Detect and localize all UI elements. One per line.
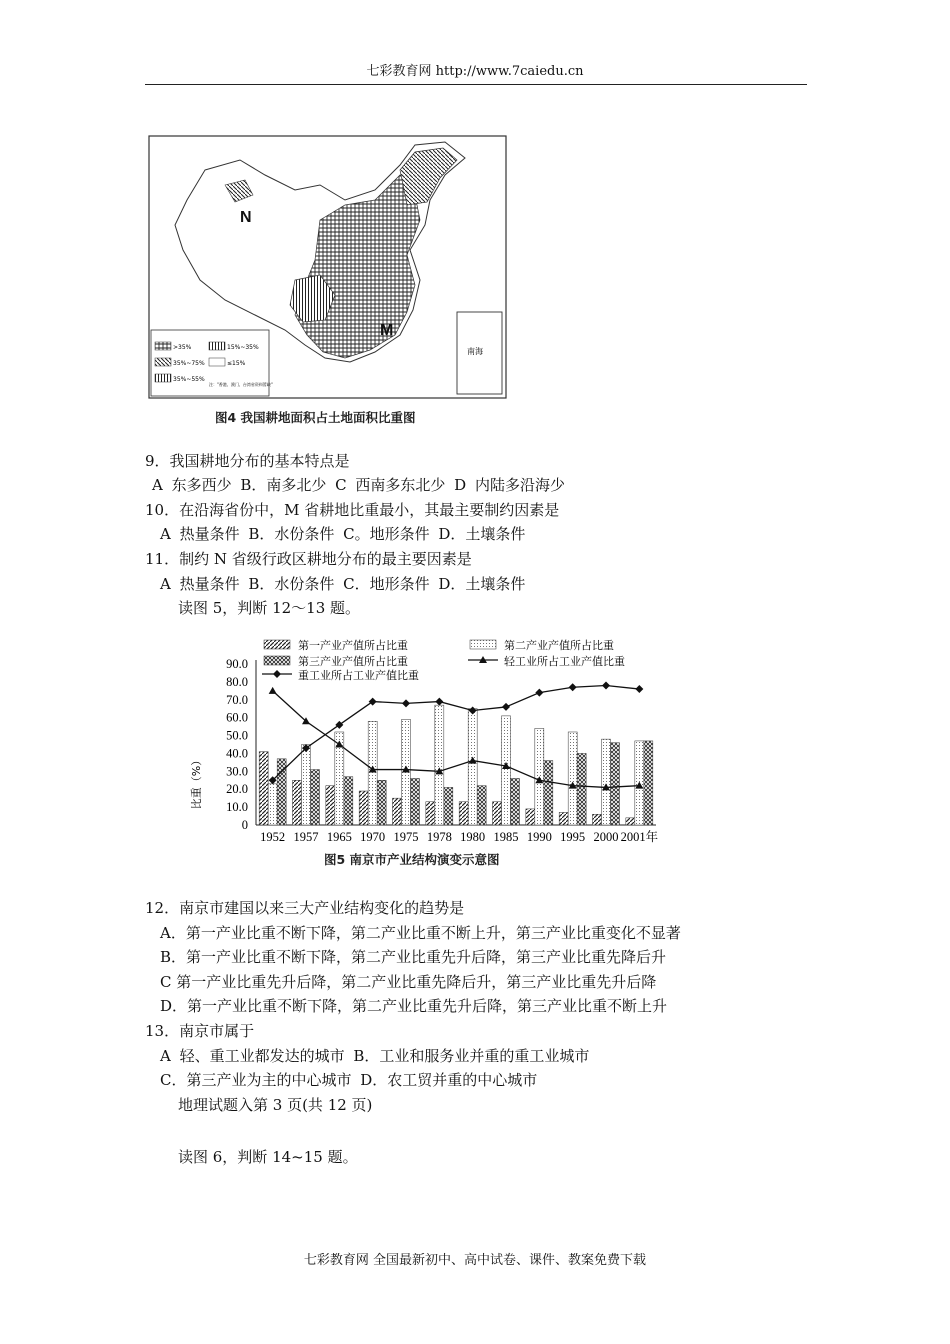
line-point-diamond: [635, 685, 643, 693]
q11-stem: 11．制约 N 省级行政区耕地分布的最主要因素是: [145, 550, 472, 568]
q11-options: A 热量条件 B．水份条件 C．地形条件 D．土壤条件: [160, 575, 526, 593]
legend-swatch: [264, 640, 290, 649]
line-point-diamond: [435, 698, 443, 706]
bar-3: [311, 770, 320, 825]
legend-15-35: 15%~35%: [227, 344, 259, 351]
legend-swatch: [264, 656, 290, 665]
figure5-caption: 图5 南京市产业结构演变示意图: [324, 852, 500, 867]
legend-35-75: 35%~75%: [173, 360, 205, 367]
bar-3: [477, 786, 486, 825]
legend-gt35: >35%: [173, 344, 192, 351]
bar-2: [502, 716, 511, 825]
read-fig5-instruction: 读图 5，判断 12～13 题。: [178, 599, 361, 617]
x-tick-label: 1985: [493, 830, 519, 844]
line-point-diamond: [402, 699, 410, 707]
map-label-N: N: [240, 209, 252, 226]
q12-option-a: A．第一产业比重不断下降，第二产业比重不断上升，第三产业比重变化不显著: [160, 924, 681, 942]
x-tick-label: 2000: [593, 830, 619, 844]
bar-2: [568, 732, 577, 825]
bar-3: [444, 787, 453, 825]
line-point-diamond: [569, 683, 577, 691]
bar-3: [377, 780, 386, 825]
q13-options-ab: A 轻、重工业都发达的城市 B．工业和服务业并重的重工业城市: [160, 1047, 590, 1065]
line-point-diamond: [602, 681, 610, 689]
y-axis-label: 比重（%）: [190, 754, 203, 810]
legend-label: 第二产业产值所占比重: [504, 639, 614, 652]
legend-le15: ≤15%: [227, 360, 246, 367]
bars: [259, 705, 653, 825]
x-tick-label: 1970: [360, 830, 386, 844]
read-fig6-instruction: 读图 6，判断 14~15 题。: [178, 1148, 358, 1166]
x-tick-label: 1978: [426, 830, 452, 844]
x-axis: [260, 829, 658, 844]
bar-3: [411, 778, 420, 825]
x-tick-label: 2001年: [620, 830, 659, 844]
y-tick-label: 90.0: [226, 657, 248, 671]
page-note: 地理试题入第 3 页(共 12 页): [178, 1096, 373, 1114]
q13-stem: 13．南京市属于: [145, 1022, 255, 1040]
line-point-diamond: [502, 703, 510, 711]
figure4-map: [145, 130, 510, 435]
figure4-caption: 图4 我国耕地面积占土地面积比重图: [215, 410, 416, 425]
map-label-M: M: [380, 322, 394, 339]
y-tick-label: 40.0: [226, 746, 248, 761]
x-tick-label: 1952: [260, 830, 286, 844]
y-tick-label: 10.0: [226, 800, 248, 815]
q9-stem: 9．我国耕地分布的基本特点是: [145, 452, 350, 470]
legend-label: 第三产业产值所占比重: [298, 655, 408, 668]
q12-option-b: B．第一产业比重不断下降，第二产业比重先升后降，第三产业比重先降后升: [160, 948, 667, 966]
bar-2: [268, 784, 277, 825]
page-header: 七彩教育网 http://www.7caiedu.cn: [366, 64, 584, 79]
q9-options: A 东多西少 B．南多北少 C 西南多东北少 D 内陆多沿海少: [152, 476, 565, 494]
inset-label: 南海: [467, 347, 483, 356]
figure5-chart: [182, 630, 667, 880]
header-rule: [145, 84, 807, 85]
q12-stem: 12．南京市建国以来三大产业结构变化的趋势是: [145, 899, 465, 917]
bar-1: [393, 798, 402, 825]
bar-1: [426, 802, 435, 825]
y-tick-label: 50.0: [226, 728, 248, 743]
legend-label: 重工业所占工业产值比重: [298, 669, 419, 682]
q12-option-c: C 第一产业比重先升后降，第二产业比重先降后升，第三产业比重先升后降: [160, 973, 657, 991]
q12-option-d: D．第一产业比重不断下降，第二产业比重先升后降，第三产业比重不断上升: [160, 997, 668, 1015]
legend-note: 注："香港、澳门、台湾省资料暂缺": [209, 382, 273, 387]
line-point-diamond: [335, 721, 343, 729]
legend-label: 第一产业产值所占比重: [298, 639, 408, 652]
bar-2: [368, 721, 377, 825]
bar-1: [493, 802, 502, 825]
bar-1: [593, 814, 602, 825]
bar-1: [326, 786, 335, 825]
bar-3: [344, 777, 353, 825]
x-tick-label: 1965: [326, 830, 352, 844]
line-point-diamond: [535, 689, 543, 697]
bar-2: [435, 705, 444, 825]
bar-2: [468, 709, 477, 825]
x-tick-label: 1995: [560, 830, 586, 844]
y-tick-label: 60.0: [226, 710, 248, 725]
bar-1: [359, 791, 368, 825]
legend-label: 轻工业所占工业产值比重: [504, 655, 625, 668]
x-tick-label: 1957: [293, 830, 319, 844]
bar-1: [526, 809, 535, 825]
page-footer: 七彩教育网 全国最新初中、高中试卷、课件、教案免费下载: [303, 1253, 647, 1268]
bar-1: [559, 812, 568, 825]
bar-2: [602, 739, 611, 825]
x-tick-label: 1990: [526, 830, 552, 844]
bar-1: [626, 818, 635, 825]
chart-legend: [262, 638, 625, 682]
map-legend: [151, 330, 273, 396]
y-tick-label: 30.0: [226, 764, 248, 779]
bar-1: [259, 752, 268, 825]
bar-1: [459, 802, 468, 825]
bar-2: [302, 745, 311, 826]
lines: [269, 681, 644, 790]
x-tick-label: 1975: [393, 830, 419, 844]
y-tick-label: 0: [241, 818, 248, 832]
y-tick-label: 70.0: [226, 692, 248, 707]
y-tick-label: 20.0: [226, 782, 248, 797]
y-tick-label: 80.0: [226, 674, 248, 689]
line-point-diamond: [369, 698, 377, 706]
q13-options-cd: C．第三产业为主的中心城市 D．农工贸并重的中心城市: [160, 1071, 538, 1089]
bar-3: [577, 753, 586, 825]
line-point-triangle: [269, 687, 277, 694]
bar-3: [644, 741, 653, 825]
x-tick-label: 1980: [460, 830, 486, 844]
bar-3: [511, 778, 520, 825]
legend-swatch: [470, 640, 496, 649]
bar-3: [611, 743, 620, 825]
q10-options: A 热量条件 B．水份条件 C。地形条件 D．土壤条件: [160, 525, 526, 543]
bar-1: [293, 780, 302, 825]
q10-stem: 10．在沿海省份中，M 省耕地比重最小，其最主要制约因素是: [145, 501, 560, 519]
legend-35-55: 35%~55%: [173, 376, 205, 383]
legend-marker: [273, 670, 281, 678]
bar-3: [544, 761, 553, 825]
